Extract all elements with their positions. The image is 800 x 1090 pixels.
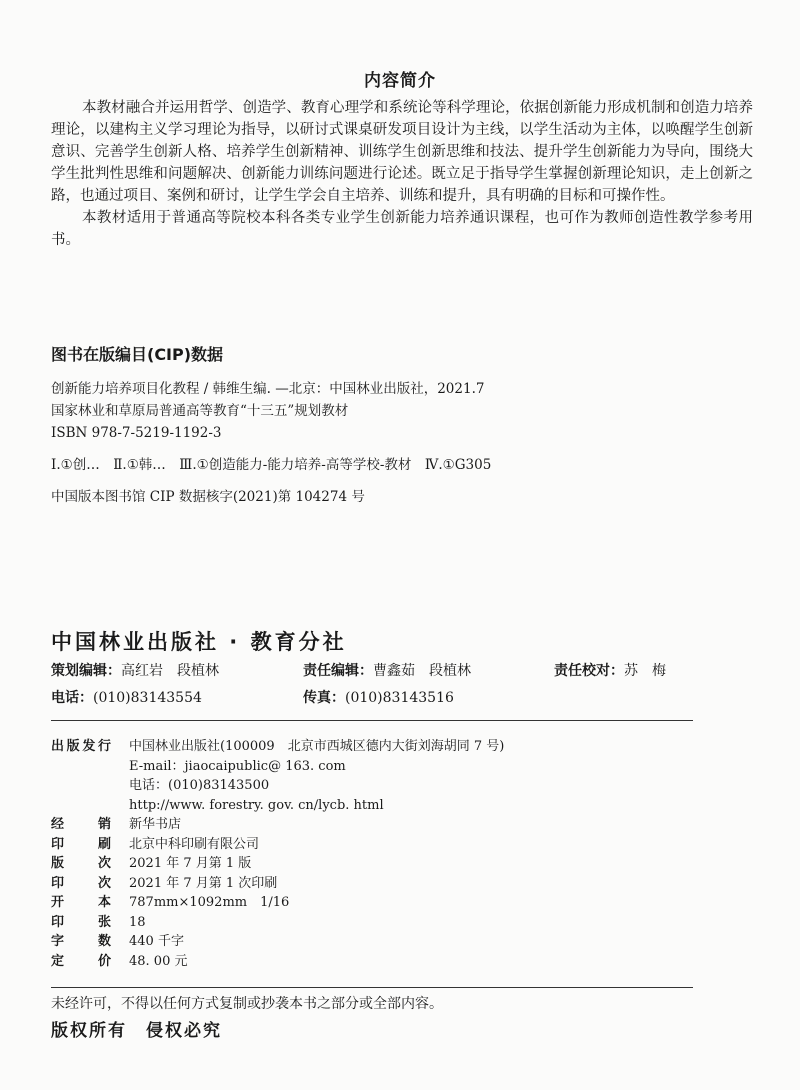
imprint-value: 新华书店: [129, 817, 182, 832]
imprint-value: 中国林业出版社(100009 北京市西城区德内大街刘海胡同 7 号): [129, 739, 505, 754]
imprint-label: 开本: [51, 895, 111, 910]
divider: [51, 720, 693, 721]
imprint-value: 440 千字: [129, 934, 184, 949]
intro-body: [51, 97, 753, 251]
imprint-value: 2021 年 7 月第 1 次印刷: [129, 875, 278, 891]
intro-paragraph: 本教材适用于普通高等院校本科各类专业学生创新能力培养通识课程，也可作为教师创造性教学参考用书。: [51, 210, 753, 248]
cip-classification-line: Ⅰ.①创… Ⅱ.①韩… Ⅲ.①创造能力-能力培养-高等学校-教材 Ⅳ.①G305: [51, 457, 492, 473]
proofreader-value: 苏 梅: [624, 663, 666, 679]
responsible-editor-label: 责任编辑：: [303, 663, 373, 679]
intro-title: 内容简介: [364, 71, 436, 91]
imprint-value: 48. 00 元: [129, 953, 188, 969]
imprint-label: 出版发行: [51, 739, 111, 754]
imprint-value: 787mm×1092mm 1/16: [129, 895, 290, 910]
imprint-label: 经销: [51, 817, 111, 832]
copyright-notice: 未经许可，不得以任何方式复制或抄袭本书之部分或全部内容。: [51, 996, 443, 1012]
cip-series-line: 国家林业和草原局普通高等教育“十三五”规划教材: [51, 403, 349, 419]
phone-value: (010)83143554: [93, 690, 202, 706]
publisher-name: 中国林业出版社 · 教育分社: [51, 630, 347, 654]
cip-number-line: 中国版本图书馆 CIP 数据核字(2021)第 104274 号: [51, 489, 365, 505]
cip-block: [51, 378, 491, 508]
cip-isbn-line: ISBN 978-7-5219-1192-3: [51, 425, 222, 441]
imprint-label: 定价: [51, 953, 111, 969]
imprint-label: 印次: [51, 875, 111, 891]
imprint-label: 印刷: [51, 836, 111, 852]
imprint-label: 版次: [51, 856, 111, 871]
proofreader-label: 责任校对：: [554, 663, 624, 679]
imprint-value: http://www. forestry. gov. cn/lycb. html: [129, 797, 384, 813]
imprint-label: 字数: [51, 934, 111, 949]
rights-reserved: 版权所有 侵权必究: [51, 1021, 222, 1041]
imprint-value: 电话：(010)83143500: [129, 778, 270, 793]
imprint-value: E-mail：jiaocaipublic@ 163. com: [129, 758, 346, 774]
imprint-value: 2021 年 7 月第 1 版: [129, 856, 252, 871]
intro-paragraph: 本教材融合并运用哲学、创造学、教育心理学和系统论等科学理论，依据创新能力形成机制和创造力培养理论，以建构主义学习理论为指导，以研讨式课桌研发项目设计为主线，以学生活动为主体，以唤醒学生创新意识、完善学生创新人格、培养学生创新精神、训练学生创新思维和技法、提升学生创新能力为导向，围绕大学生批判性思维和问题解决、创新能力训练问题进行论述。既立足于指导学生掌握创新理论知识，走上创新之路，也通过项目、案例和研讨，让学生学会自主培养、训练和提升，具有明确的目标和可操作性。: [51, 100, 753, 204]
cip-title: 图书在版编目(CIP)数据: [51, 345, 224, 364]
fax-value: (010)83143516: [345, 690, 454, 706]
imprint-label: 印张: [51, 914, 111, 930]
phone-label: 电话：: [51, 690, 93, 706]
responsible-editor-value: 曹鑫茹 段植林: [373, 663, 471, 679]
imprint-value: 18: [129, 914, 146, 930]
planning-editor-label: 策划编辑：: [51, 663, 121, 679]
imprint-value: 北京中科印刷有限公司: [129, 836, 260, 852]
fax-label: 传真：: [303, 690, 345, 706]
cip-book-line: 创新能力培养项目化教程 / 韩维生编. —北京：中国林业出版社，2021.7: [51, 381, 485, 397]
planning-editor-value: 高红岩 段植林: [121, 663, 219, 679]
divider: [51, 987, 693, 988]
